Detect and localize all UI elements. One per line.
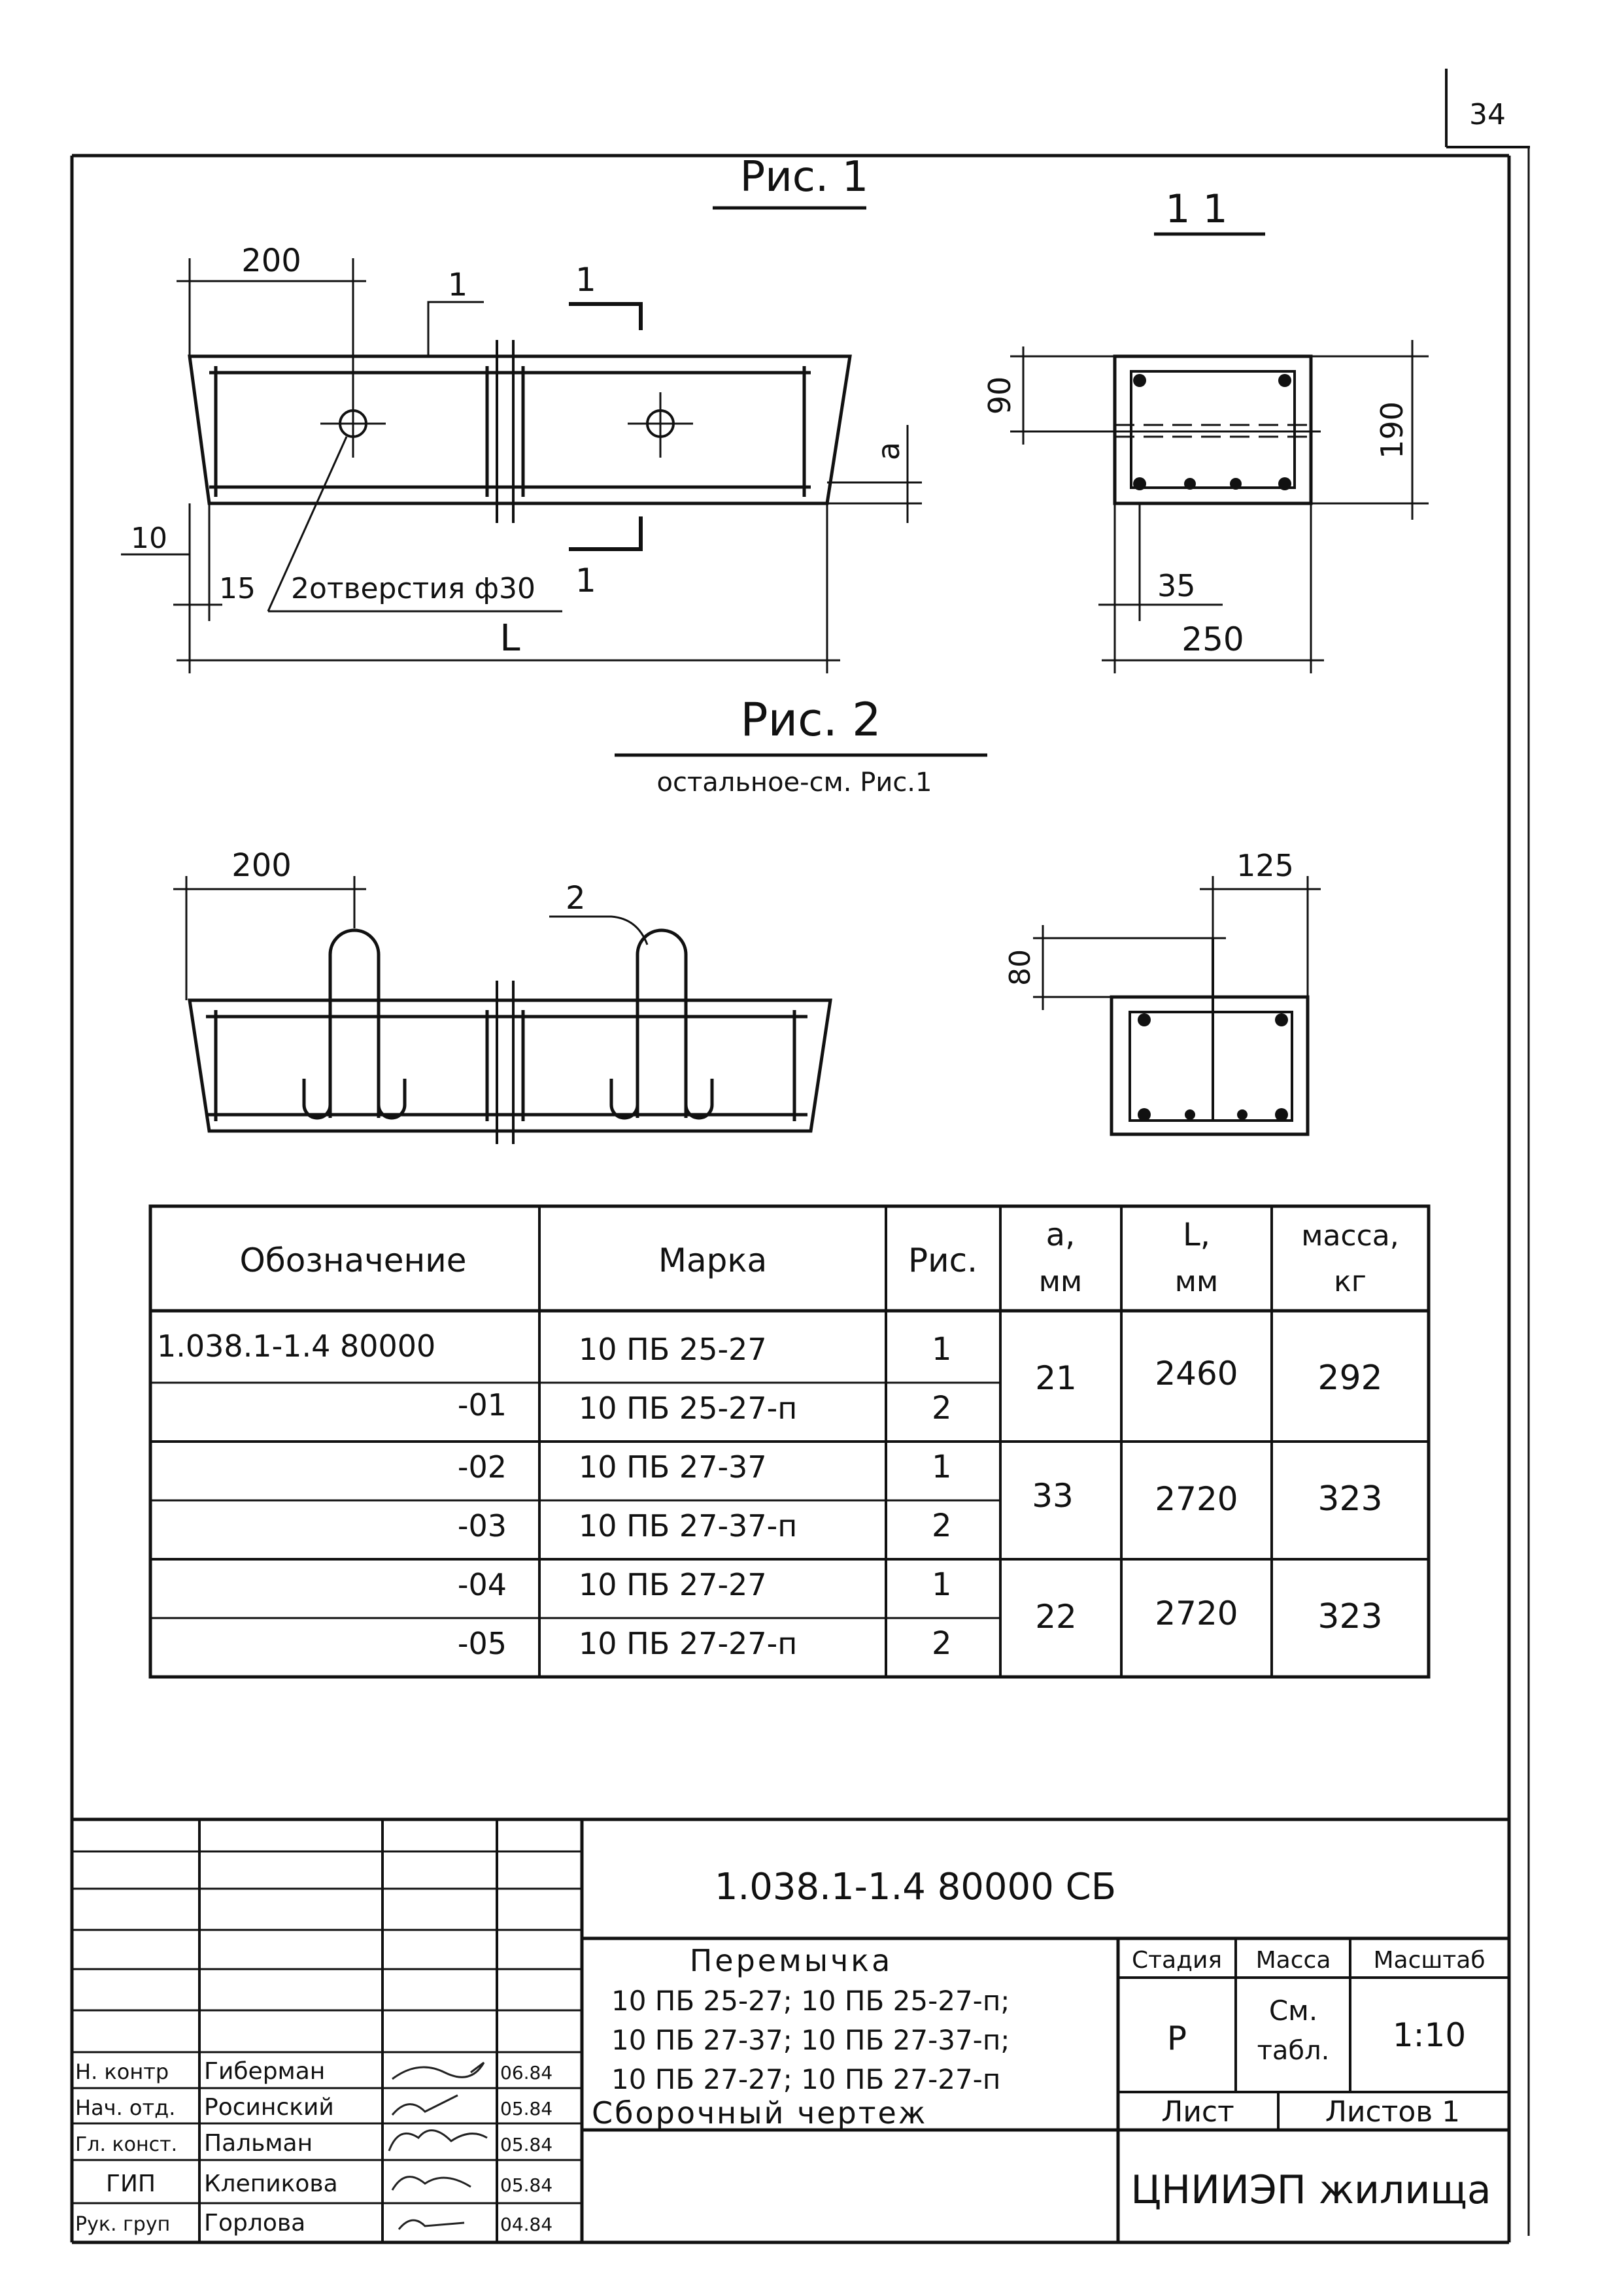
table-row-fig: 1 xyxy=(932,1331,952,1368)
header-fig: Рис. xyxy=(908,1241,978,1279)
fig1-holes-note: 2отверстия ф30 xyxy=(291,572,535,605)
doc-code: 1.038.1-1.4 80000 СБ xyxy=(714,1866,1117,1908)
signature xyxy=(392,2063,484,2079)
staff-date: 05.84 xyxy=(500,2098,553,2119)
staff-date: 06.84 xyxy=(500,2062,553,2084)
table-row-designation: -02 xyxy=(457,1449,507,1485)
staff-role: Рук. груп xyxy=(75,2213,171,2236)
group-l-value: 2460 xyxy=(1155,1355,1238,1393)
staff-role: Нач. отд. xyxy=(75,2095,176,2120)
mass-value-2: табл. xyxy=(1257,2036,1330,2066)
signature xyxy=(392,2177,471,2190)
page-number: 34 xyxy=(1469,98,1506,131)
group-mass-value: 323 xyxy=(1317,1479,1383,1519)
product-line-3: 10 ПБ 27-27; 10 ПБ 27-27-п xyxy=(611,2063,1001,2095)
group-mass-value: 323 xyxy=(1317,1597,1383,1636)
figure-2 xyxy=(173,693,1321,1144)
table-row-fig: 2 xyxy=(932,1508,952,1544)
table-row-fig: 2 xyxy=(932,1625,952,1662)
page-number-box xyxy=(1446,69,1530,147)
group-l-value: 2720 xyxy=(1155,1595,1238,1632)
mass-label: Масса xyxy=(1255,1947,1331,1974)
group-a-value: 21 xyxy=(1035,1359,1077,1397)
fig2-dim-125: 125 xyxy=(1236,848,1294,883)
header-l-bottom: мм xyxy=(1174,1265,1219,1298)
header-a-top: a, xyxy=(1045,1217,1076,1253)
header-mass-top: масса, xyxy=(1301,1219,1399,1253)
table-row-fig: 1 xyxy=(932,1449,952,1485)
fig2-section-view xyxy=(1112,938,1308,1134)
signature xyxy=(392,2095,458,2115)
table-row-mark: 10 ПБ 27-27-п xyxy=(579,1626,798,1661)
table-row-mark: 10 ПБ 27-37-п xyxy=(579,1508,798,1544)
staff-date: 04.84 xyxy=(500,2214,553,2235)
header-l-top: L, xyxy=(1183,1217,1210,1253)
fig2-title: Рис. 2 xyxy=(740,693,881,747)
group-mass-value: 292 xyxy=(1317,1359,1383,1398)
spec-table xyxy=(150,1206,1429,1677)
fig2-dim-200: 200 xyxy=(231,847,292,884)
group-a-value: 22 xyxy=(1035,1598,1077,1636)
header-designation: Обозначение xyxy=(239,1241,467,1279)
fig1-leader-1: 1 xyxy=(447,267,468,303)
header-a-bottom: мм xyxy=(1038,1265,1083,1298)
table-row-designation: 1.038.1-1.4 80000 xyxy=(157,1328,436,1364)
table-row-fig: 2 xyxy=(932,1390,952,1427)
fig1-section-view xyxy=(1115,356,1311,503)
figure-1 xyxy=(121,153,1429,673)
doc-type: Сборочный чертеж xyxy=(592,2095,928,2131)
table-row-fig: 1 xyxy=(932,1566,952,1603)
stage-value: Р xyxy=(1166,2019,1187,2057)
mass-value-1: См. xyxy=(1268,1995,1318,2027)
table-row-designation: -05 xyxy=(457,1626,507,1661)
fig1-dim-200: 200 xyxy=(241,243,301,279)
sheets-label: Листов 1 xyxy=(1325,2095,1461,2129)
header-mark: Марка xyxy=(658,1241,768,1279)
fig1-dim-90: 90 xyxy=(982,376,1017,415)
signature xyxy=(389,2131,487,2151)
table-row-designation: -01 xyxy=(457,1387,507,1423)
staff-date: 05.84 xyxy=(500,2174,553,2196)
staff-role: ГИП xyxy=(106,2170,156,2197)
fig1-dim-a: a xyxy=(871,441,906,461)
stage-label: Стадия xyxy=(1131,1947,1223,1974)
fig1-title: Рис. 1 xyxy=(739,153,869,201)
fig2-dim-80: 80 xyxy=(1004,949,1037,986)
staff-name: Горлова xyxy=(204,2210,306,2237)
fig1-cut-mark-top: 1 xyxy=(575,261,596,299)
product-title: Перемычка xyxy=(689,1943,893,1978)
staff-name: Росинский xyxy=(204,2094,334,2121)
staff-name: Гиберман xyxy=(204,2058,326,2085)
product-line-2: 10 ПБ 27-37; 10 ПБ 27-37-п; xyxy=(611,2024,1010,2056)
fig1-dim-L: L xyxy=(500,617,520,660)
fig2-leader-2: 2 xyxy=(566,880,586,917)
table-row-mark: 10 ПБ 25-27 xyxy=(579,1332,767,1367)
fig1-dim-15: 15 xyxy=(219,572,256,605)
signature xyxy=(399,2220,464,2229)
staff-name: Пальман xyxy=(204,2130,313,2157)
title-block xyxy=(72,1819,1509,2242)
staff-date: 05.84 xyxy=(500,2134,553,2155)
staff-role: Гл. конст. xyxy=(75,2133,178,2156)
scale-value: 1:10 xyxy=(1392,2016,1467,2054)
scale-label: Масштаб xyxy=(1373,1947,1486,1974)
table-row-designation: -04 xyxy=(457,1567,507,1602)
table-row-mark: 10 ПБ 27-27 xyxy=(579,1567,767,1602)
table-row-designation: -03 xyxy=(457,1508,507,1544)
fig1-beam-elevation xyxy=(190,340,850,523)
section-1-1-title: 1 1 xyxy=(1165,186,1228,232)
fig1-cut-mark-bottom: 1 xyxy=(575,562,596,599)
table-row-mark: 10 ПБ 27-37 xyxy=(579,1449,767,1485)
group-a-value: 33 xyxy=(1032,1477,1074,1515)
fig2-note: остальное-см. Рис.1 xyxy=(656,768,932,798)
fig1-dim-10: 10 xyxy=(131,522,167,555)
product-line-1: 10 ПБ 25-27; 10 ПБ 25-27-п; xyxy=(611,1985,1010,2017)
fig1-dim-250: 250 xyxy=(1181,620,1244,658)
sheet-label: Лист xyxy=(1161,2095,1234,2129)
fig1-dim-190: 190 xyxy=(1374,401,1410,459)
organization-name: ЦНИИЭП жилища xyxy=(1130,2167,1491,2213)
group-l-value: 2720 xyxy=(1155,1480,1238,1518)
table-row-mark: 10 ПБ 25-27-п xyxy=(579,1391,798,1426)
header-mass-bottom: кг xyxy=(1334,1265,1367,1298)
fig1-dim-35: 35 xyxy=(1157,568,1196,603)
staff-role: Н. контр xyxy=(75,2059,169,2084)
fig2-beam-elevation xyxy=(190,930,830,1144)
staff-name: Клепикова xyxy=(204,2170,338,2197)
